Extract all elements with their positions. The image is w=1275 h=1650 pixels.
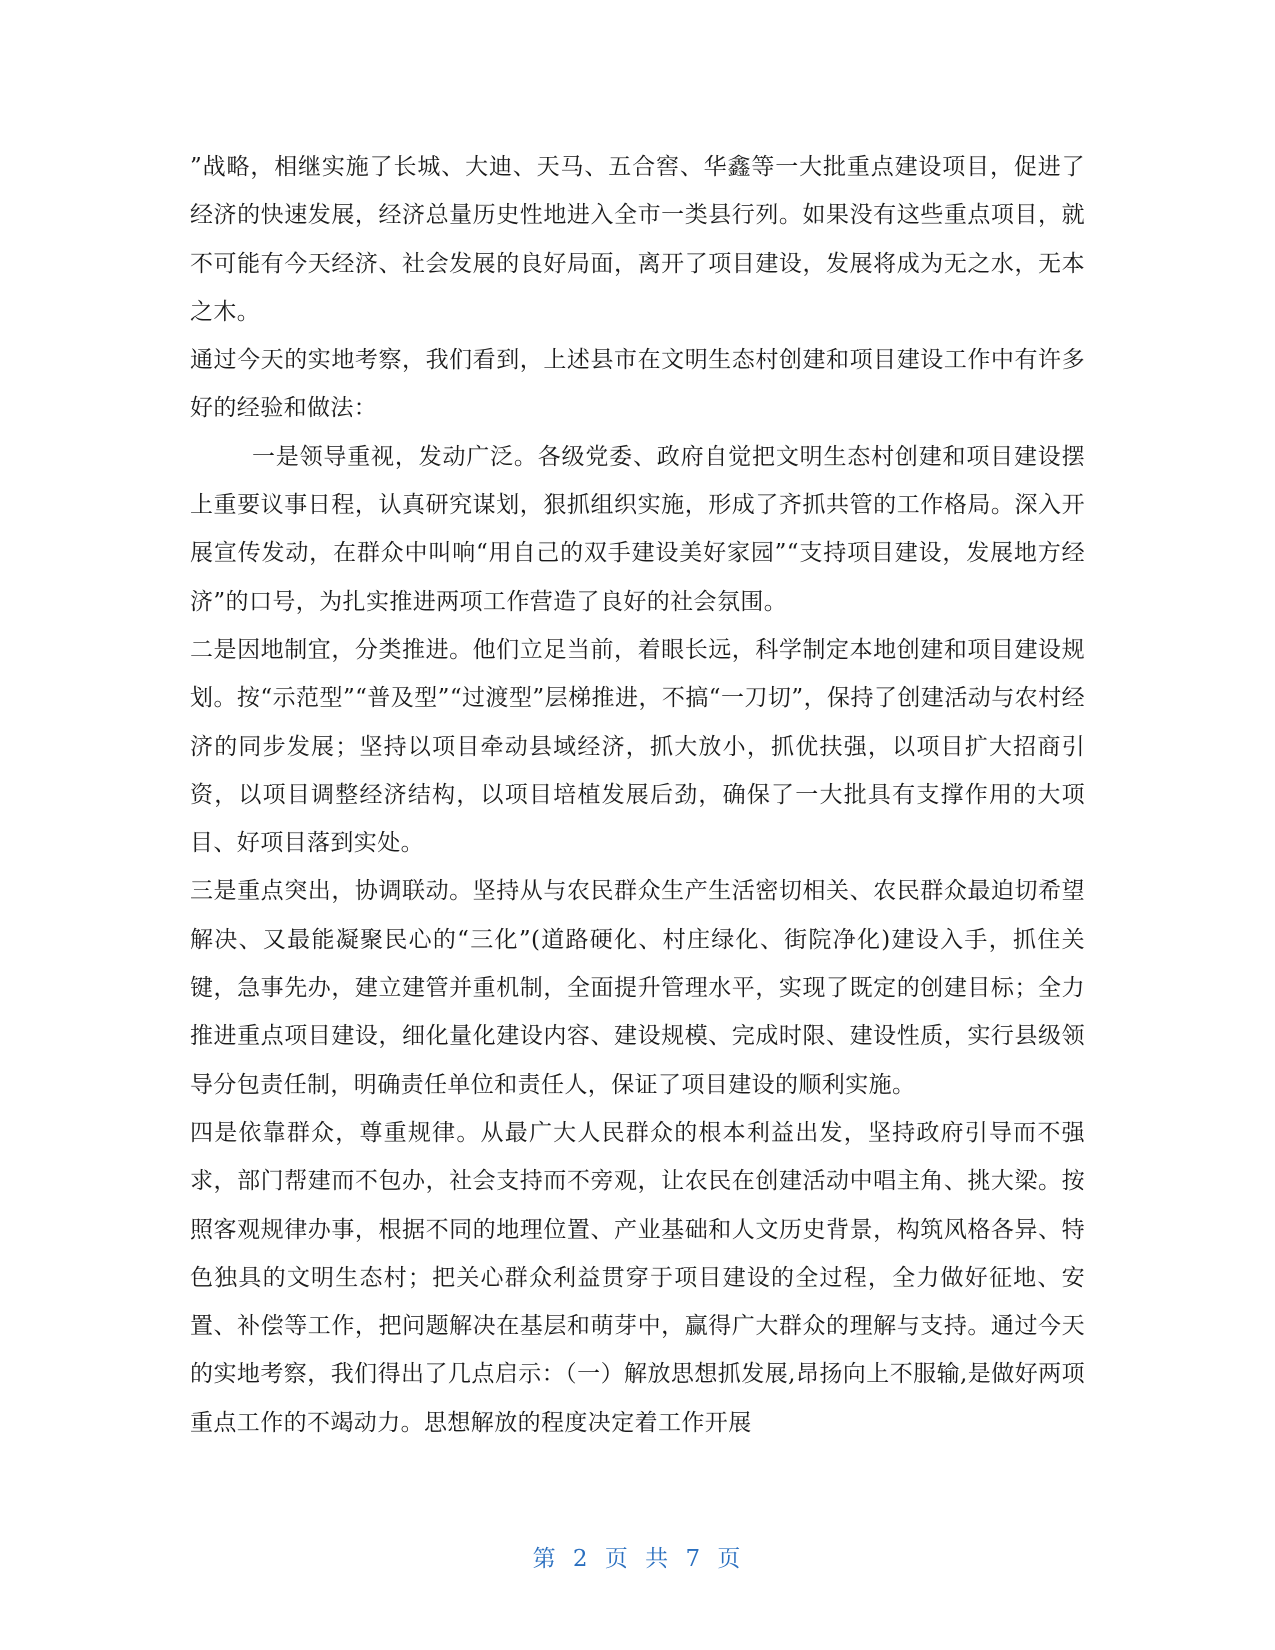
page-number-footer: 第 2 页 共 7 页 [532,1546,743,1572]
document-body [190,143,1085,1447]
paragraph-6: 四是依靠群众，尊重规律。从最广大人民群众的根本利益出发，坚持政府引导而不强求，部门帮建而不包办，社会支持而不旁观，让农民在创建活动中唱主角、挑大梁。按照客观规律办事，根据不同的地理位置、产业基础和人文历史背景，构筑风格各异、特色独具的文明生态村；把关心群众利益贯穿于项目建设的全过程，全力做好征地、安置、补偿等工作，把问题解决在基层和萌芽中，赢得广大群众的理解与支持。通过今天的实地考察，我们得出了几点启示：（一）解放思想抓发展,昂扬向上不服输,是做好两项重点工作的不竭动力。思想解放的程度决定着工作开展 [190,1119,1085,1436]
paragraph-5: 三是重点突出，协调联动。坚持从与农民群众生产生活密切相关、农民群众最迫切希望解决、又最能凝聚民心的“三化”(道路硬化、村庄绿化、街院净化)建设入手，抓住关键，急事先办，建立建管并重机制，全面提升管理水平，实现了既定的创建目标；全力推进重点项目建设，细化量化建设内容、建设规模、完成时限、建设性质，实行县级领导分包责任制，明确责任单位和责任人，保证了项目建设的顺利实施。 [190,878,1085,1098]
paragraph-3: 一是领导重视，发动广泛。各级党委、政府自觉把文明生态村创建和项目建设摆上重要议事日程，认真研究谋划，狠抓组织实施，形成了齐抓共管的工作格局。深入开展宣传发动，在群众中叫响“用自己的双手建设美好家园”“支持项目建设，发展地方经济”的口号，为扎实推进两项工作营造了良好的社会氛围。 [190,443,1085,615]
paragraph-2: 通过今天的实地考察，我们看到，上述县市在文明生态村创建和项目建设工作中有许多好的经验和做法： [190,347,1085,422]
paragraph-4: 二是因地制宜，分类推进。他们立足当前，着眼长远，科学制定本地创建和项目建设规划。按“示范型”“普及型”“过渡型”层梯推进，不搞“一刀切”，保持了创建活动与农村经济的同步发展；坚持以项目牵动县域经济，抓大放小，抓优扶强，以项目扩大招商引资，以项目调整经济结构，以项目培植发展后劲，确保了一大批具有支撑作用的大项目、好项目落到实处。 [190,636,1085,857]
paragraph-1: ”战略，相继实施了长城、大迪、天马、五合窖、华鑫等一大批重点建设项目，促进了经济的快速发展，经济总量历史性地进入全市一类县行列。如果没有这些重点项目，就不可能有今天经济、社会发展的良好局面，离开了项目建设，发展将成为无之水，无本之木。 [190,154,1085,325]
